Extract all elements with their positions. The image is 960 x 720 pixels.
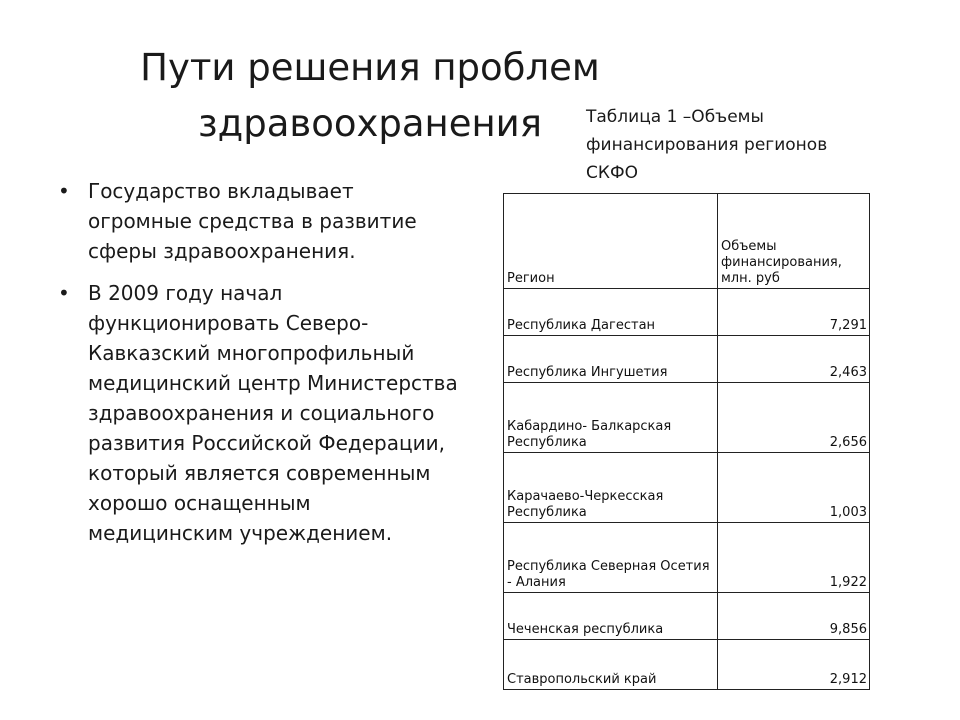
value-cell: 1,922 [718, 523, 870, 593]
value-cell: 2,463 [718, 336, 870, 383]
column-header-financing: Объемы финансирования, млн. руб [718, 194, 870, 289]
table-header-row [504, 194, 870, 289]
region-cell: Ставропольский край [504, 640, 718, 690]
slide-title [70, 40, 670, 152]
region-cell: Республика Северная Осетия - Алания [504, 523, 718, 593]
value-cell: 2,912 [718, 640, 870, 690]
bullet-text: Государство вкладывает огромные средства в развитие сферы здравоохранения. [88, 179, 417, 263]
region-cell: Кабардино- Балкарская Республика [504, 383, 718, 453]
column-header-region: Регион [504, 194, 718, 289]
region-cell: Республика Ингушетия [504, 336, 718, 383]
value-cell: 1,003 [718, 453, 870, 523]
table-row [504, 593, 870, 640]
table-caption: Таблица 1 –Объемы финансирования регионов СКФО [586, 107, 828, 183]
title-line-1: Пути решения проблем [140, 46, 600, 89]
value-cell: 2,656 [718, 383, 870, 453]
bullet-item [58, 176, 458, 266]
region-cell: Карачаево-Черкесская Республика [504, 453, 718, 523]
region-cell: Чеченская республика [504, 593, 718, 640]
value-cell: 7,291 [718, 289, 870, 336]
table-row [504, 523, 870, 593]
table-row [504, 383, 870, 453]
bullet-icon: • [58, 179, 70, 203]
title-line-2: здравоохранения [197, 102, 542, 145]
financing-table [503, 193, 870, 690]
table-row [504, 453, 870, 523]
table-row [504, 640, 870, 690]
value-cell: 9,856 [718, 593, 870, 640]
bullet-item [58, 278, 458, 548]
region-cell: Республика Дагестан [504, 289, 718, 336]
bullet-list [58, 176, 458, 560]
table-row [504, 289, 870, 336]
table-row [504, 336, 870, 383]
bullet-text: В 2009 году начал функционировать Северо-Кавказский многопрофильный медицинский центр Министерства здравоохранения и социального развития Российской Федерации, который является современным хорошо оснащенным медицинским учреждением. [88, 281, 458, 545]
bullet-icon: • [58, 281, 70, 305]
